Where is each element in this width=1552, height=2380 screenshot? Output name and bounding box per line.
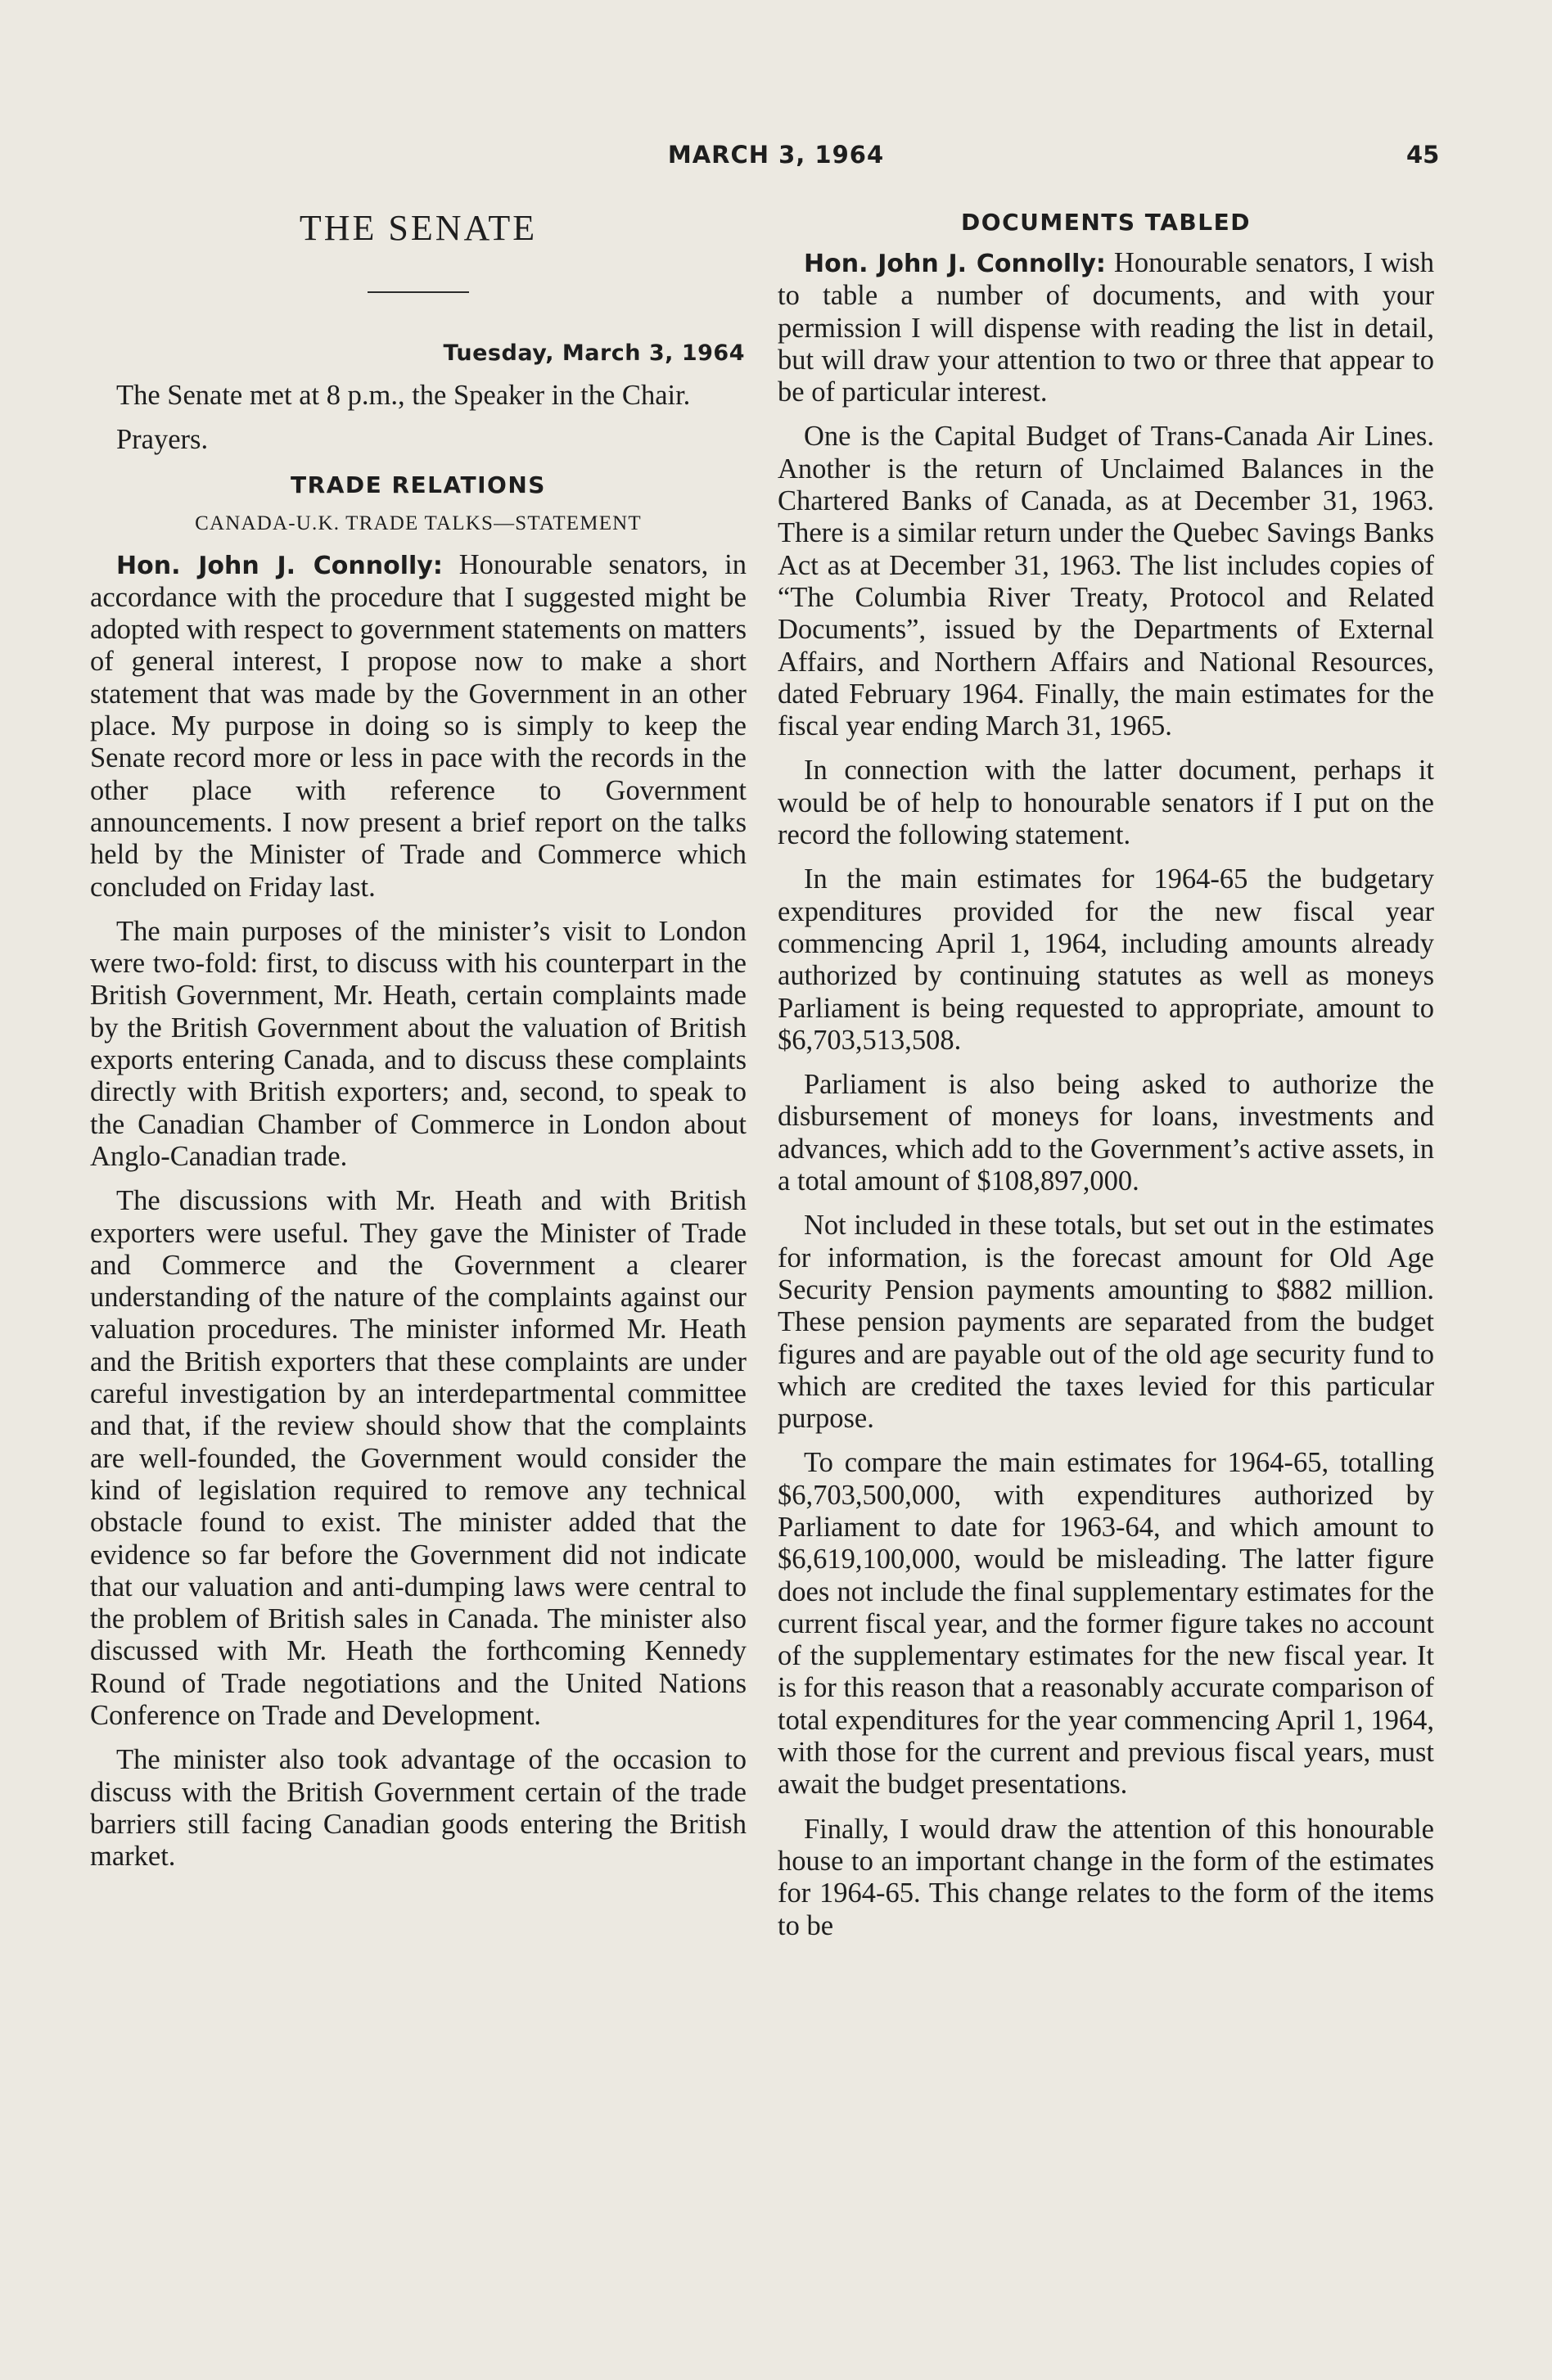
body-paragraph: The minister also took advantage of the occasion to discuss with the British Government certain of the trade barriers still facing Canadian goods entering the British market. xyxy=(90,1744,747,1873)
opening-paragraph: The Senate met at 8 p.m., the Speaker in the Chair. xyxy=(116,380,691,411)
body-paragraph: Not included in these totals, but set out in the estimates for information, is the forecast amount for Old Age Security Pension payments amounting to $882 million. These pension payments are separated from the budget figures and are payable out of the old age security fund to which are credited the taxes levied for this particular purpose. xyxy=(778,1210,1434,1435)
page-number: 45 xyxy=(1406,141,1440,169)
paragraph-text: Honourable senators, I wish to table a number of documents, and with your permission I will dispense with reading the list in detail, but will draw your attention to two or three that appear to be of particular interest. xyxy=(778,247,1434,408)
prayers-paragraph: Prayers. xyxy=(116,424,209,456)
section-heading-documents-tabled: DOCUMENTS TABLED xyxy=(961,209,1251,236)
body-paragraph xyxy=(90,549,747,904)
sitting-date: Tuesday, March 3, 1964 xyxy=(443,340,745,366)
right-column xyxy=(778,206,1434,1954)
paragraph-text: Honourable senators, in accordance with the procedure that I suggested might be adopted with respect to government statements on matters of general interest, I propose now to make a short statement that was made by the Government in an other place. My purpose in doing so is simply to keep the Senate record more or less in pace with the records in the other place with reference to Government announcements. I now present a brief report on the talks held by the Minister of Trade and Commerce which concluded on Friday last. xyxy=(90,548,747,903)
body-paragraph: One is the Capital Budget of Trans-Canada Air Lines. Another is the return of Unclaimed Balances in the Chartered Banks of Canada, as at December 31, 1963. There is a similar return under the Quebec Savings Banks Act as at December 31, 1963. The list includes copies of “The Columbia River Treaty, Protocol and Related Documents”, issued by the Departments of External Affairs, and Northern Affairs and National Resources, dated February 1964. Finally, the main estimates for the fiscal year ending March 31, 1965. xyxy=(778,421,1434,742)
chamber-title: THE SENATE xyxy=(299,208,538,248)
body-paragraph: In connection with the latter document, perhaps it would be of help to honourable senators if I put on the record the following statement. xyxy=(778,755,1434,851)
speaker-name: Hon. John J. Connolly: xyxy=(116,551,443,580)
sub-heading-trade-talks: CANADA-U.K. TRADE TALKS—STATEMENT xyxy=(195,512,642,534)
body-paragraph: The main purposes of the minister’s visit to London were two-fold: first, to discuss with his counterpart in the British Government, Mr. Heath, certain complaints made by the British Government about the valuation of British exports entering Canada, and to discuss these complaints directly with British exporters; and, second, to speak to the Canadian Chamber of Commerce in London about Anglo-Canadian trade. xyxy=(90,915,747,1172)
body-paragraph xyxy=(778,247,1434,408)
body-paragraph: The discussions with Mr. Heath and with British exporters were useful. They gave the Minister of Trade and Commerce and the Government a clearer understanding of the nature of the complaints against our valuation procedures. The minister informed Mr. Heath and the British exporters that these complaints are under careful investigation by an interdepartmental committee and that, if the review should show that the complaints are well-founded, the Government would consider the kind of legislation required to remove any technical obstacle found to exist. The minister added that the evidence so far before the Government did not indicate that our valuation and anti-dumping laws were central to the problem of British sales in Canada. The minister also discussed with Mr. Heath the forthcoming Kennedy Round of Trade negotiations and the United Nations Conference on Trade and Development. xyxy=(90,1185,747,1731)
title-divider xyxy=(368,291,469,293)
left-column xyxy=(90,206,747,1885)
body-paragraph: In the main estimates for 1964-65 the budgetary expenditures provided for the new fiscal year commencing April 1, 1964, including amounts already authorized by continuing statutes as well as moneys Parliament is being requested to appropriate, amount to $6,703,513,508. xyxy=(778,863,1434,1056)
page-header-date: MARCH 3, 1964 xyxy=(667,141,885,169)
body-paragraph: Finally, I would draw the attention of this honourable house to an important change in the form of the estimates for 1964-65. This change relates to the form of the items to be xyxy=(778,1813,1434,1941)
body-paragraph: Parliament is also being asked to authorize the disbursement of moneys for loans, investments and advances, which add to the Government’s active assets, in a total amount of $108,897,000. xyxy=(778,1069,1434,1197)
body-paragraph: To compare the main estimates for 1964-65, totalling $6,703,500,000, with expenditures authorized by Parliament to date for 1963-64, and which amount to $6,619,100,000, would be misleading. The latter figure does not include the final supplementary estimates for the current fiscal year, and the former figure takes no account of the supplementary estimates for the new fiscal year. It is for this reason that a reasonably accurate comparison of total expenditures for the year commencing April 1, 1964, with those for the current and previous fiscal years, must await the budget presentations. xyxy=(778,1447,1434,1801)
section-heading-trade-relations: TRADE RELATIONS xyxy=(291,471,546,498)
speaker-name: Hon. John J. Connolly: xyxy=(804,250,1106,278)
